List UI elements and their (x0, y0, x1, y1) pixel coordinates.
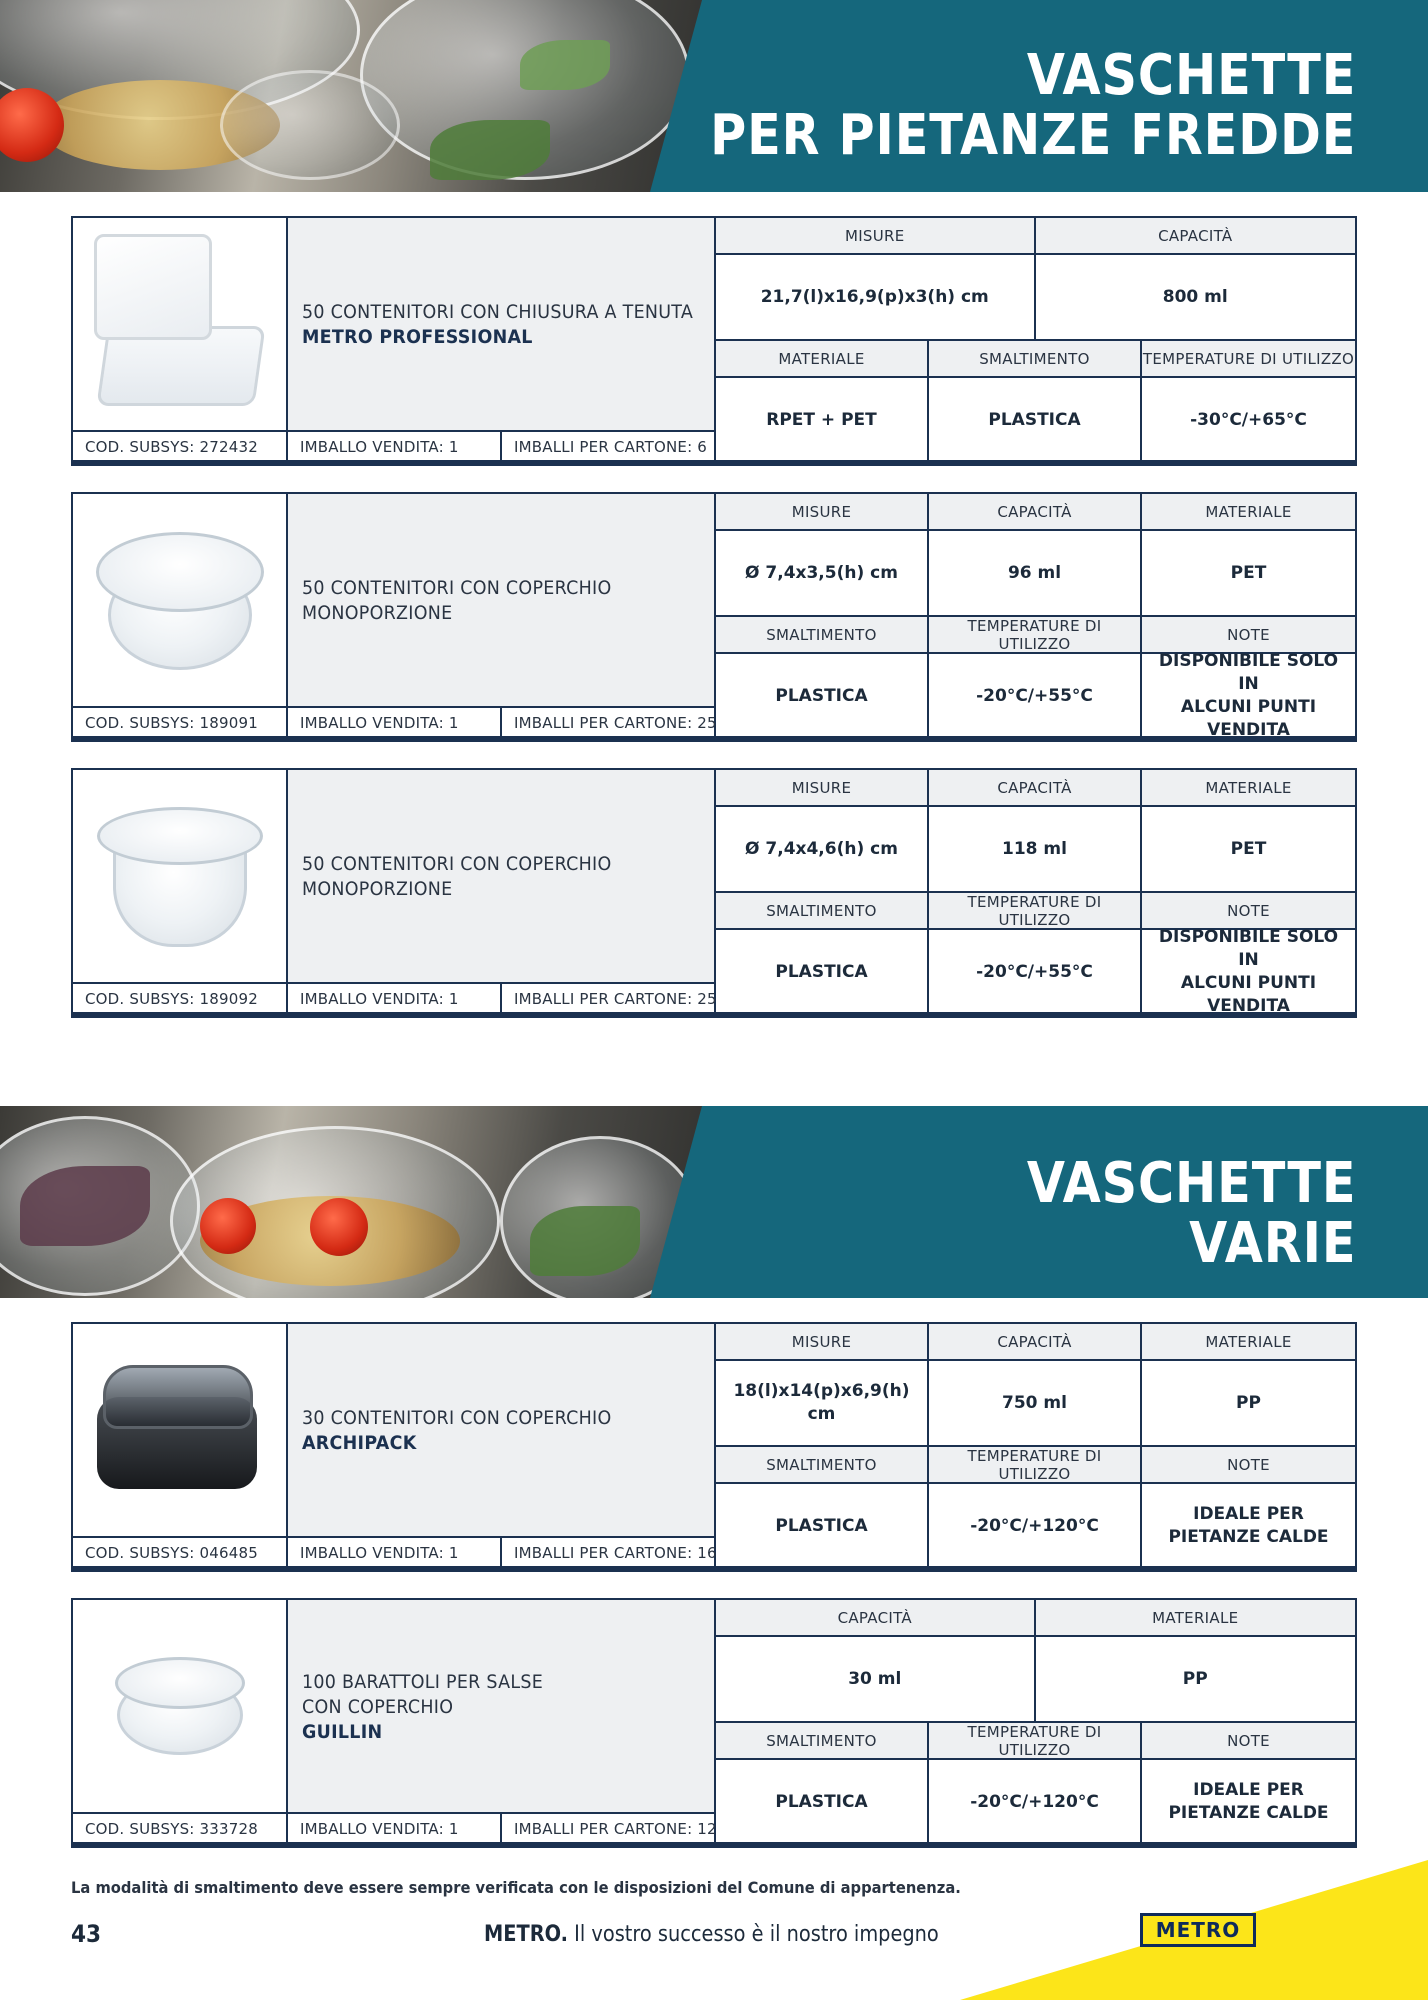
header-capacita: CAPACITÀ (929, 770, 1142, 805)
sauce-pot-image (115, 1651, 245, 1761)
value-capacita: 800 ml (1162, 286, 1228, 307)
product-card (71, 492, 1357, 742)
value-materiale: PET (1230, 562, 1267, 583)
banner-photo-salad-bowls (0, 1106, 720, 1298)
description-line: 100 BARATTOLI PER SALSE (302, 1671, 544, 1693)
product-description (288, 1324, 716, 1536)
header-materiale: MATERIALE (716, 341, 929, 376)
black-tray-image (97, 1365, 263, 1495)
description-line: MONOPORZIONE (302, 878, 453, 900)
header-capacita: CAPACITÀ (1158, 226, 1233, 245)
subsys-code: COD. SUBSYS: 272432 (73, 432, 288, 462)
product-image (73, 1324, 288, 1536)
product-description (288, 1600, 716, 1812)
header-misure: MISURE (716, 494, 929, 529)
value-temperature: -20°C/+55°C (929, 654, 1142, 738)
value-temperature: -20°C/+55°C (929, 930, 1142, 1014)
header-smaltimento: SMALTIMENTO (716, 1447, 929, 1482)
header-materiale: MATERIALE (1205, 502, 1292, 521)
banner-photo-salad-containers (0, 0, 720, 192)
packs-per-carton: IMBALLI PER CARTONE: 25 (514, 714, 717, 732)
spec-table (716, 770, 1355, 1014)
subsys-code: COD. SUBSYS: 189092 (73, 984, 288, 1014)
description-line: 50 CONTENITORI CON CHIUSURA A TENUTA (302, 301, 694, 323)
product-image (73, 494, 288, 706)
packs-per-carton: IMBALLI PER CARTONE: 16 (514, 1544, 717, 1562)
header-capacita: CAPACITÀ (929, 494, 1142, 529)
product-card (71, 1322, 1357, 1572)
sales-pack: IMBALLO VENDITA: 1 (288, 708, 502, 738)
value-smaltimento: PLASTICA (716, 654, 929, 738)
spec-table (716, 218, 1355, 462)
header-misure: MISURE (716, 1324, 929, 1359)
product-footer (73, 982, 716, 1014)
round-cup-image (90, 520, 270, 680)
value-misure: Ø 7,4x4,6(h) cm (716, 807, 929, 891)
value-misure: 18(l)x14(p)x6,9(h) cm (716, 1361, 929, 1445)
product-footer (73, 1536, 716, 1568)
value-capacita: 118 ml (929, 807, 1142, 891)
sales-pack: IMBALLO VENDITA: 1 (288, 1814, 502, 1844)
header-smaltimento: SMALTIMENTO (929, 341, 1142, 376)
value-smaltimento: PLASTICA (716, 1484, 929, 1568)
product-footer (73, 430, 716, 462)
sales-pack: IMBALLO VENDITA: 1 (288, 984, 502, 1014)
header-smaltimento: SMALTIMENTO (716, 617, 929, 652)
subsys-code: COD. SUBSYS: 333728 (73, 1814, 288, 1844)
product-description (288, 770, 716, 982)
value-smaltimento: PLASTICA (716, 1760, 929, 1844)
value-capacita: 96 ml (929, 531, 1142, 615)
description-line: MONOPORZIONE (302, 602, 453, 624)
value-materiale: PP (1182, 1668, 1208, 1689)
product-image (73, 770, 288, 982)
header-materiale: MATERIALE (1152, 1608, 1239, 1627)
header-temperature: TEMPERATURE DI UTILIZZO (929, 1723, 1142, 1758)
product-footer (73, 706, 716, 738)
value-temperature: -20°C/+120°C (929, 1484, 1142, 1568)
value-capacita: 750 ml (929, 1361, 1142, 1445)
value-materiale: PET (1230, 838, 1267, 859)
section-title: VASCHETTE VARIE (1026, 1151, 1356, 1276)
subsys-code: COD. SUBSYS: 189091 (73, 708, 288, 738)
header-temperature: TEMPERATURE DI UTILIZZO (929, 1447, 1142, 1482)
clamshell-container-image (90, 234, 270, 414)
product-image (73, 1600, 288, 1812)
subsys-code: COD. SUBSYS: 046485 (73, 1538, 288, 1568)
header-misure: MISURE (716, 770, 929, 805)
value-note: IDEALE PER PIETANZE CALDE (1168, 1780, 1329, 1823)
logo-text: METRO (1155, 1918, 1241, 1942)
header-materiale: MATERIALE (1205, 778, 1292, 797)
product-card (71, 768, 1357, 1018)
description-line: 50 CONTENITORI CON COPERCHIO (302, 577, 612, 599)
spec-table (716, 1324, 1355, 1568)
tall-cup-image (95, 801, 265, 951)
page-number: 43 (71, 1920, 102, 1948)
tagline-text: Il vostro successo è il nostro impegno (567, 1922, 939, 1947)
header-temperature: TEMPERATURE DI UTILIZZO (929, 893, 1142, 928)
value-smaltimento: PLASTICA (716, 930, 929, 1014)
sales-pack: IMBALLO VENDITA: 1 (288, 432, 502, 462)
header-materiale: MATERIALE (1205, 1332, 1292, 1351)
brand-name: ARCHIPACK (302, 1432, 417, 1454)
section-banner-various (0, 1106, 1428, 1298)
header-note: NOTE (1227, 901, 1270, 920)
packs-per-carton: IMBALLI PER CARTONE: 25 (514, 990, 717, 1008)
product-description (288, 218, 716, 430)
product-footer (73, 1812, 716, 1844)
section-banner-cold-food (0, 0, 1428, 192)
disposal-disclaimer: La modalità di smaltimento deve essere sempre verificata con le disposizioni del Comune di appartenenza. (71, 1878, 961, 1897)
brand-name: GUILLIN (302, 1721, 383, 1743)
value-misure: Ø 7,4x3,5(h) cm (716, 531, 929, 615)
header-temperature: TEMPERATURE DI UTILIZZO (929, 617, 1142, 652)
header-note: NOTE (1227, 1455, 1270, 1474)
header-note: NOTE (1227, 1731, 1270, 1750)
product-card (71, 216, 1357, 466)
sales-pack: IMBALLO VENDITA: 1 (288, 1538, 502, 1568)
section-title: VASCHETTE PER PIETANZE FREDDE (709, 43, 1356, 168)
spec-table (716, 494, 1355, 738)
value-misure: 21,7(l)x16,9(p)x3(h) cm (716, 255, 1036, 339)
header-smaltimento: SMALTIMENTO (716, 893, 929, 928)
tagline (484, 1922, 939, 1947)
tagline-brand: METRO. (484, 1922, 568, 1947)
value-smaltimento: PLASTICA (929, 378, 1142, 462)
value-note: IDEALE PER PIETANZE CALDE (1168, 1504, 1329, 1547)
packs-per-carton: IMBALLI PER CARTONE: 12 (514, 1820, 717, 1838)
description-line: CON COPERCHIO (302, 1696, 454, 1718)
spec-table (716, 1600, 1355, 1844)
header-capacita: CAPACITÀ (929, 1324, 1142, 1359)
value-note: DISPONIBILE SOLO IN ALCUNI PUNTI VENDITA (1158, 927, 1339, 1016)
header-smaltimento: SMALTIMENTO (716, 1723, 929, 1758)
value-temperature: -20°C/+120°C (929, 1760, 1142, 1844)
header-capacita: CAPACITÀ (716, 1600, 1036, 1635)
packs-per-carton: IMBALLI PER CARTONE: 6 (514, 438, 708, 456)
metro-logo (1140, 1913, 1256, 1947)
product-image (73, 218, 288, 430)
product-card (71, 1598, 1357, 1848)
header-temperature: TEMPERATURE DI UTILIZZO (1142, 349, 1355, 368)
header-misure: MISURE (716, 218, 1036, 253)
value-materiale: RPET + PET (716, 378, 929, 462)
header-note: NOTE (1227, 625, 1270, 644)
value-temperature: -30°C/+65°C (1190, 409, 1307, 430)
product-description (288, 494, 716, 706)
description-line: 30 CONTENITORI CON COPERCHIO (302, 1407, 612, 1429)
brand-name: METRO PROFESSIONAL (302, 326, 533, 348)
description-line: 50 CONTENITORI CON COPERCHIO (302, 853, 612, 875)
value-materiale: PP (1236, 1392, 1261, 1413)
value-capacita: 30 ml (716, 1637, 1036, 1721)
value-note: DISPONIBILE SOLO IN ALCUNI PUNTI VENDITA (1158, 651, 1339, 740)
